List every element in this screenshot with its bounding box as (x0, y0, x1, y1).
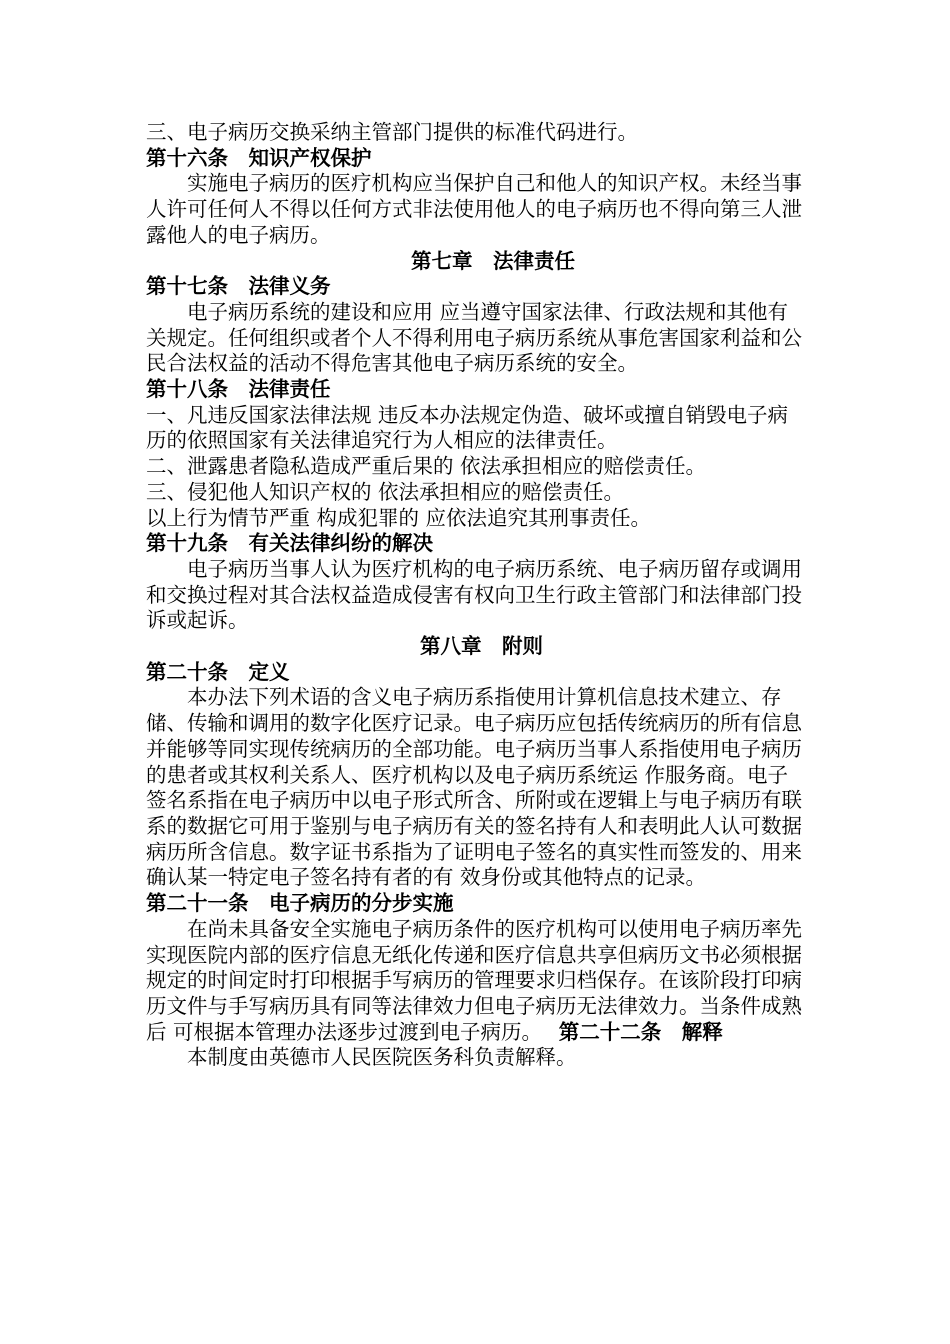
chapter-7-title: 第七章 法律责任 (411, 248, 575, 273)
article-18-item-3: 三、侵犯他人知识产权的 依法承担相应的赔偿责任。 (146, 479, 625, 504)
article-21-heading: 第二十一条 电子病历的分步实施 (146, 891, 454, 916)
article-22-body: 本制度由英德市人民医院医务科负责解释。 (187, 1045, 577, 1070)
article-20-body: 本办法下列术语的含义电子病历系指使用计算机信息技术建立、存储、传输和调用的数字化医疗记录。电子病历应包括传统病历的所有信息并能够等同实现传统病历的全部功能。电子病历当事人系指使用电子病历的患者或其权利关系人、医疗机构以及电子病历系统运 作服务商。电子签名系指在电子病历中以电子形式所含、所附或在逻辑上与电子病历有联系的数据它可用于鉴别与电子病历有关的签名持有人和表明此人认可数据病历所含信息。数字证书系指为了证明电子签名的真实性而签发的、用来确认某一特定电子签名持有者的有 效身份或其他特点的记录。 (146, 685, 802, 890)
article-17-body: 电子病历系统的建设和应用 应当遵守国家法律、行政法规和其他有关规定。任何组织或者个人不得利用电子病历系统从事危害国家利益和公民合法权益的活动不得危害其他电子病历系统的安全。 (146, 299, 802, 376)
article-18-item-4: 以上行为情节严重 构成犯罪的 应依法追究其刑事责任。 (146, 505, 652, 530)
article-21-body (146, 917, 808, 1046)
chapter-8-title: 第八章 附则 (420, 634, 543, 659)
article-16-body: 实施电子病历的医疗机构应当保护自己和他人的知识产权。未经当事人许可任何人不得以任何方式非法使用他人的电子病历也不得向第三人泄露他人的电子病历。 (146, 171, 802, 247)
article-18-item-1: 一、凡违反国家法律法规 违反本办法规定伪造、破坏或擅自销毁电子病历的依照国家有关法律追究行为人相应的法律责任。 (146, 402, 789, 453)
article-22-heading: 第二十二条 解释 (558, 1019, 723, 1044)
item-3-exchange-codes: 三、电子病历交换采纳主管部门提供的标准代码进行。 (146, 120, 638, 144)
article-16-heading: 第十六条 知识产权保护 (146, 145, 372, 170)
document-content (146, 120, 808, 1071)
article-18-heading: 第十八条 法律责任 (146, 377, 331, 402)
article-21-body-text: 在尚未具备安全实施电子病历条件的医疗机构可以使用电子病历率先实现医院内部的医疗信息无纸化传递和医疗信息共享但病历文书必须根据规定的时间定时打印根据手写病历的管理要求归档保存。在该阶段打印病历文件与手写病历具有同等法律效力但电子病历无法律效力。当条件成熟后 可根据本管理办法逐步过渡到电子病历。 (146, 916, 802, 1044)
article-18-item-2: 二、泄露患者隐私造成严重后果的 依法承担相应的赔偿责任。 (146, 454, 707, 479)
article-20-heading: 第二十条 定义 (146, 659, 290, 684)
article-19-body: 电子病历当事人认为医疗机构的电子病历系统、电子病历留存或调用和交换过程对其合法权益造成侵害有权向卫生行政主管部门和法律部门投诉或起诉。 (146, 556, 802, 633)
article-17-heading: 第十七条 法律义务 (146, 274, 331, 299)
article-19-heading: 第十九条 有关法律纠纷的解决 (146, 531, 433, 556)
